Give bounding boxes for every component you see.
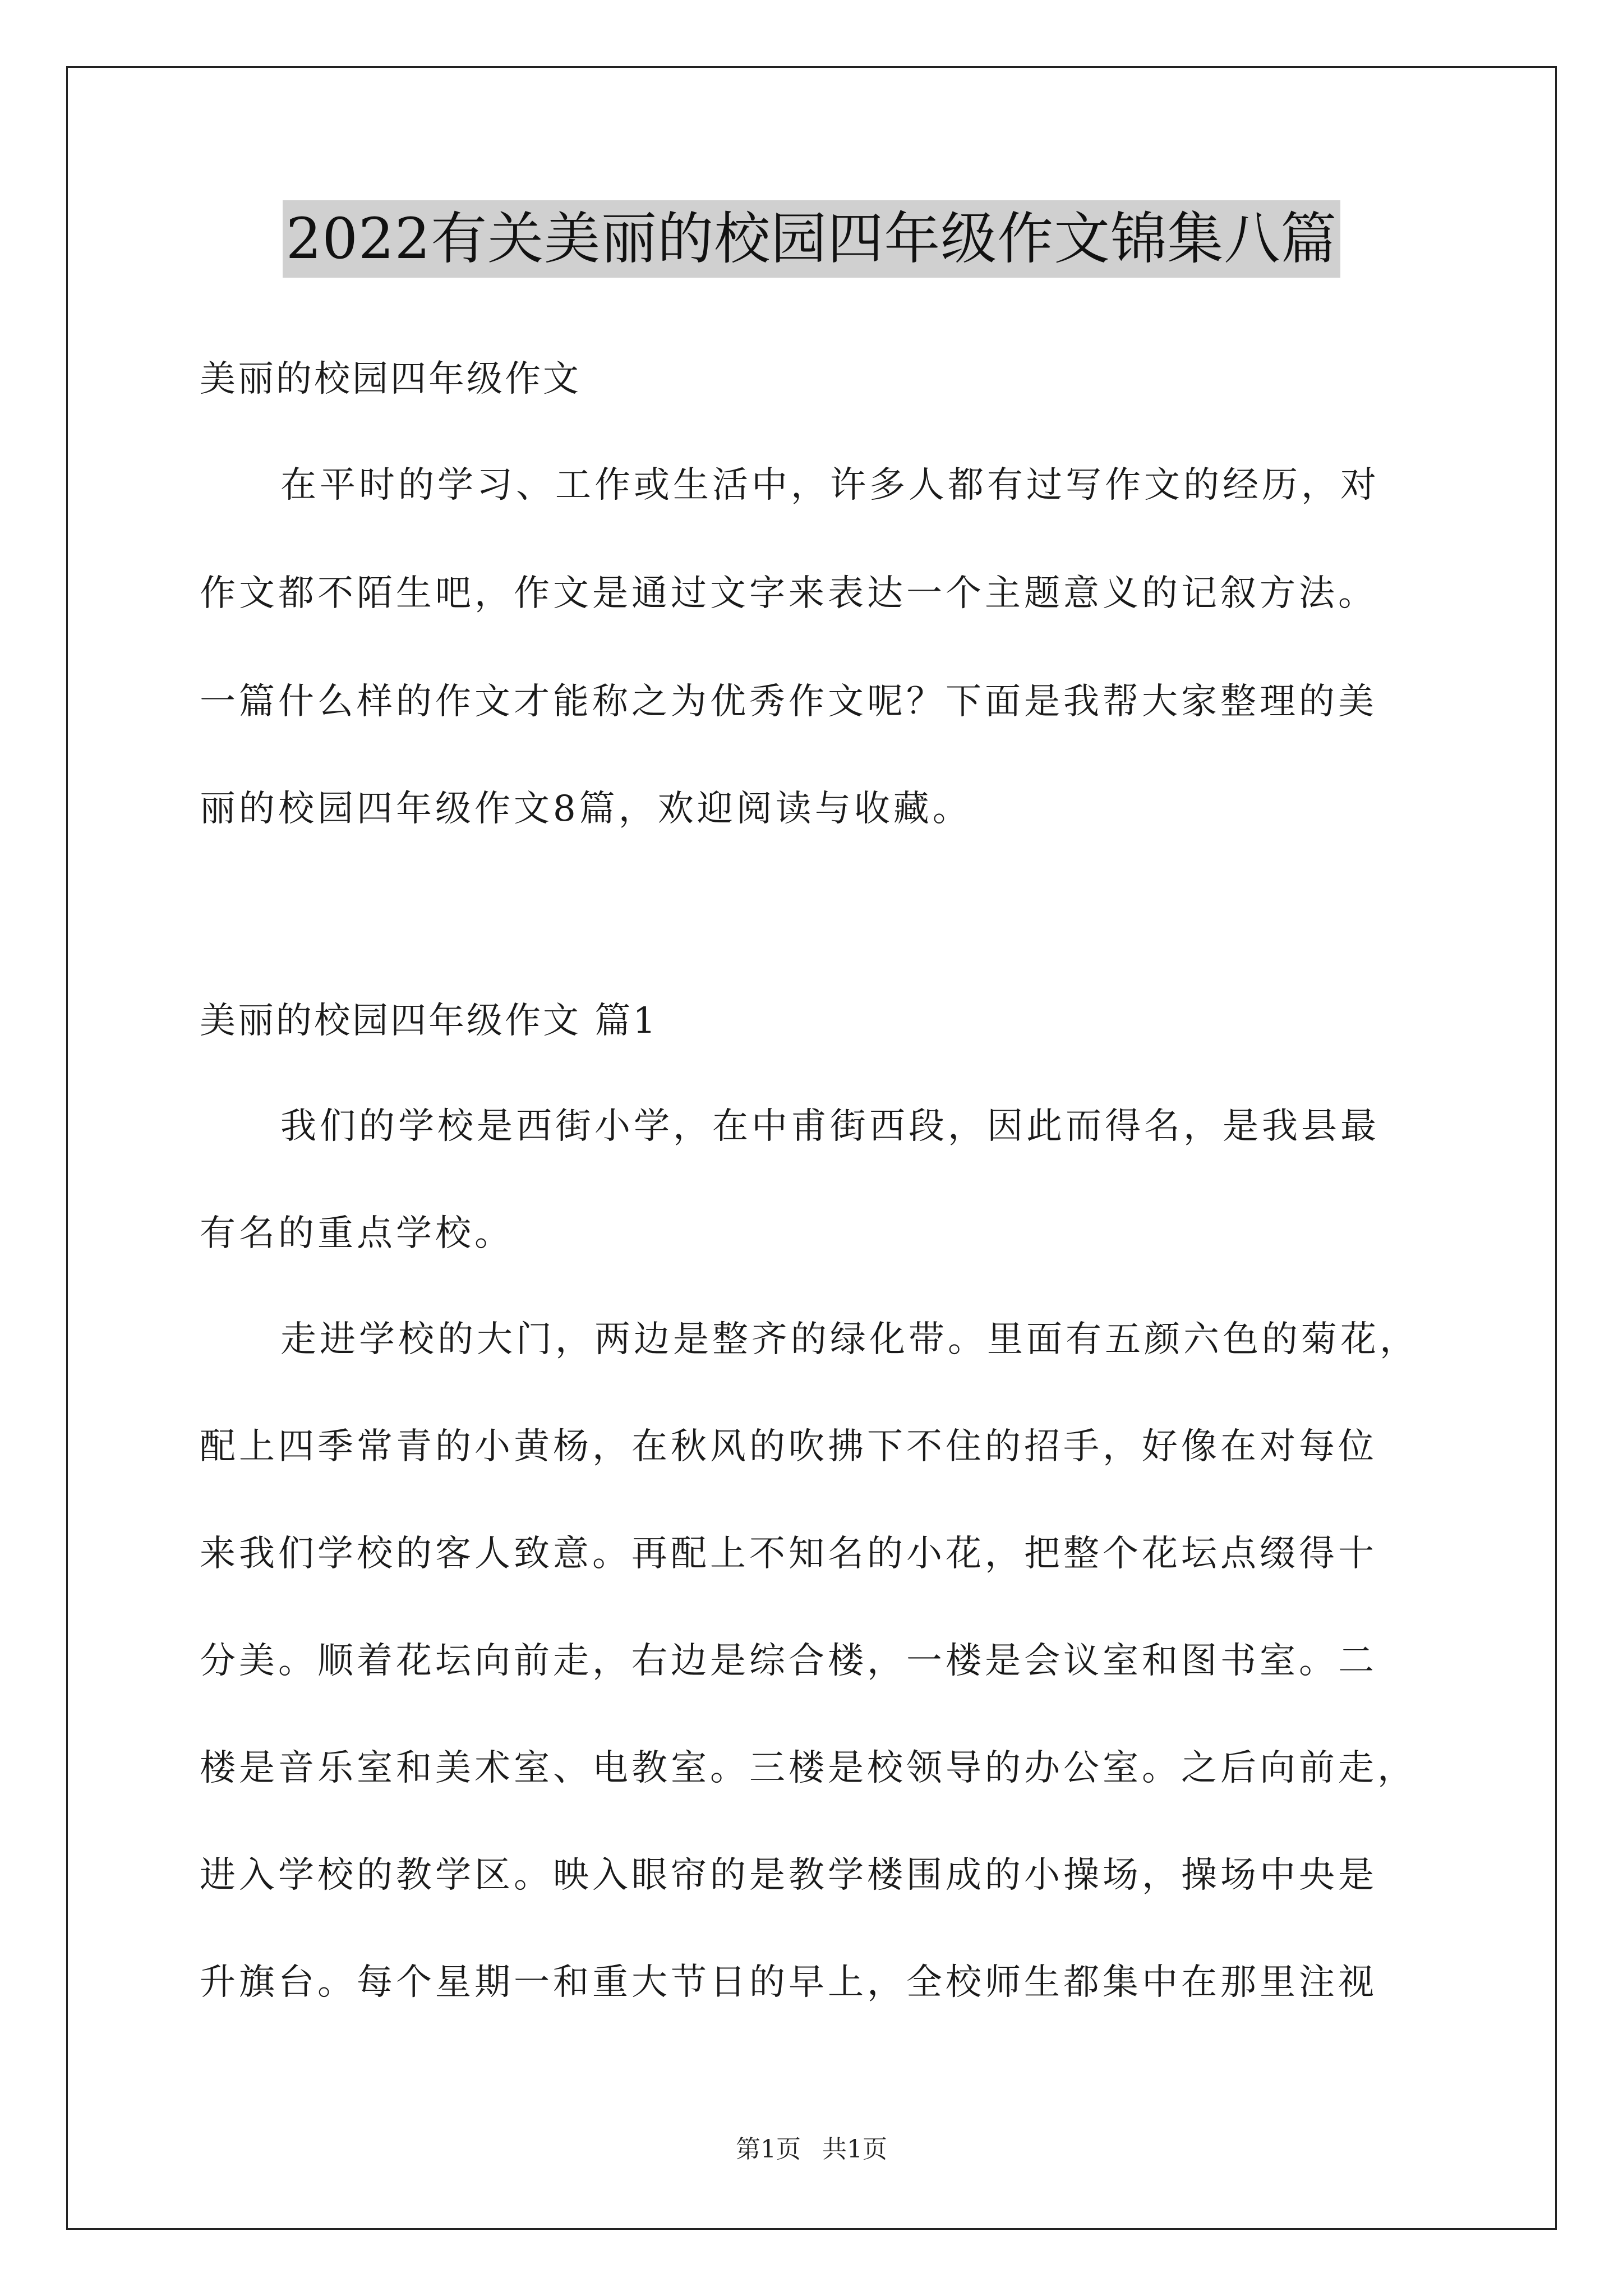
paragraph-line: 有名的重点学校。 (200, 1213, 514, 1254)
intro-line: 一篇什么样的作文才能称之为优秀作文呢？下面是我帮大家整理的美 (200, 681, 1377, 723)
paragraph-line: 走进学校的大门，两边是整齐的绿化带。里面有五颜六色的菊花， (280, 1319, 1419, 1360)
paragraph-line: 进入学校的教学区。映入眼帘的是教学楼围成的小操场，操场中央是 (200, 1855, 1377, 1896)
page-footer (0, 2129, 1623, 2165)
paragraph-line: 来我们学校的客人致意。再配上不知名的小花，把整个花坛点缀得十 (200, 1533, 1377, 1575)
paragraph-line: 楼是音乐室和美术室、电教室。三楼是校领导的办公室。之后向前走， (200, 1747, 1417, 1789)
section-heading: 美丽的校园四年级作文 篇1 (200, 1000, 658, 1042)
paragraph-line: 配上四季常青的小黄杨，在秋风的吹拂下不住的招手，好像在对每位 (200, 1426, 1377, 1467)
page-number: 第1页 (736, 2135, 801, 2164)
title-container (0, 200, 1623, 278)
paragraph-line: 升旗台。每个星期一和重大节日的早上，全校师生都集中在那里注视 (200, 1962, 1377, 2003)
document-title: 2022有关美丽的校园四年级作文锦集八篇 (283, 200, 1341, 278)
paragraph-line: 分美。顺着花坛向前走，右边是综合楼，一楼是会议室和图书室。二 (200, 1640, 1377, 1682)
intro-heading: 美丽的校园四年级作文 (200, 358, 581, 400)
intro-line: 作文都不陌生吧，作文是通过文字来表达一个主题意义的记叙方法。 (200, 573, 1377, 614)
page-total: 共1页 (822, 2135, 887, 2164)
intro-line: 在平时的学习、工作或生活中，许多人都有过写作文的经历，对 (280, 464, 1380, 506)
intro-line: 丽的校园四年级作文8篇，欢迎阅读与收藏。 (200, 788, 972, 830)
paragraph-line: 我们的学校是西街小学，在中甫街西段，因此而得名，是我县最 (280, 1106, 1380, 1147)
